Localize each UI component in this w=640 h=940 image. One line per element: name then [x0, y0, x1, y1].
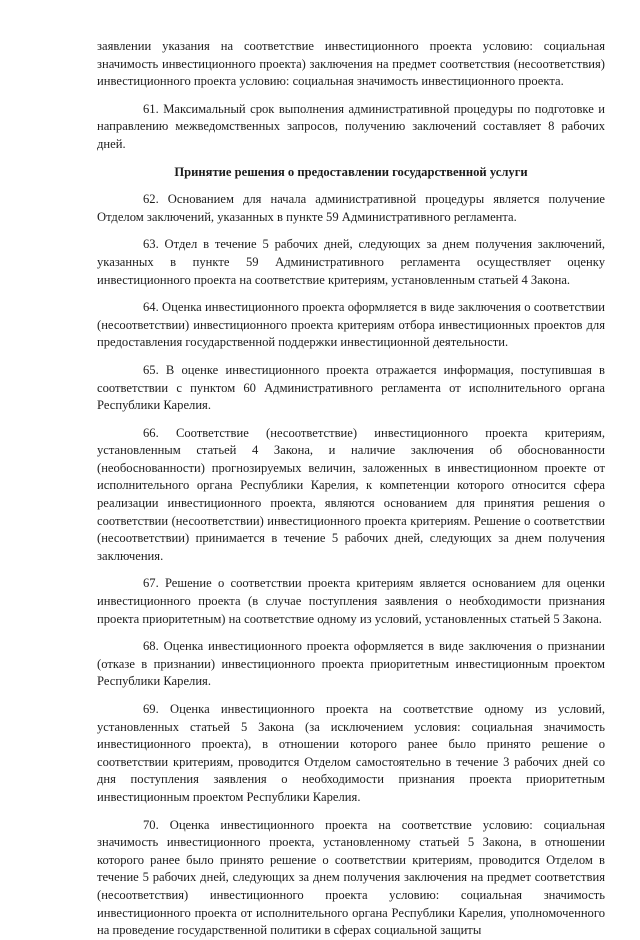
- paragraph-60-continuation: заявлении указания на соответствие инвестиционного проекта условию: социальная значимость инвестиционного проекта) заключения на предмет соответствия (несоответствия) инвестиционного проекта условию: социальная значимость инвестиционного проекта.: [97, 39, 605, 89]
- paragraph-63: 63. Отдел в течение 5 рабочих дней, следующих за днем получения заключений, указанных в пункте 59 Административного регламента осуществляет оценку инвестиционного проекта на соответствие критериям, установленным статьей 4 Закона.: [97, 237, 605, 287]
- paragraph-64: 64. Оценка инвестиционного проекта оформляется в виде заключения о соответствии (несоответствии) инвестиционного проекта критериям отбора инвестиционных проектов для предоставления государственной поддержки инвестиционной деятельности.: [97, 300, 605, 350]
- paragraph-67: 67. Решение о соответствии проекта критериям является основанием для оценки инвестиционного проекта (в случае поступления заявления о необходимости признания проекта приоритетным) на соответствие одному из условий, установленных статьей 5 Закона.: [97, 576, 605, 626]
- paragraph-69: 69. Оценка инвестиционного проекта на соответствие одному из условий, установленных статьей 5 Закона (за исключением условия: социальная значимость инвестиционного проекта), в отношении которого ранее было принято решение о соответствии критериям, проводится Отделом самостоятельно в течение 3 рабочих дней со дня поступления заявления о необходимости признания проекта приоритетным инвестиционным проектом Республики Карелия.: [97, 702, 605, 804]
- section-heading: Принятие решения о предоставлении государственной услуги: [174, 164, 528, 179]
- paragraph-65: 65. В оценке инвестиционного проекта отражается информация, поступившая в соответствии с пунктом 60 Административного регламента от исполнительного органа Республики Карелия.: [97, 362, 605, 413]
- paragraph-61: 61. Максимальный срок выполнения административной процедуры по подготовке и направлению межведомственных запросов, получению заключений составляет 8 рабочих дней.: [97, 101, 605, 151]
- paragraph-68: 68. Оценка инвестиционного проекта оформляется в виде заключения о признании (отказе в признании) инвестиционного проекта приоритетным инвестиционным проектом Республики Карелия.: [97, 639, 605, 689]
- paragraph-62: 62. Основанием для начала административной процедуры является получение Отделом заключений, указанных в пункте 59 Административного регламента.: [97, 192, 605, 224]
- paragraph-66: 66. Соответствие (несоответствие) инвестиционного проекта критериям, установленным статьей 4 Закона, и наличие заключения об обоснованности (необоснованности) прогнозируемых величин, заложенных в инвестиционном проекте от исполнительного органа Республики Карелия, к компетенции которого относится сфера реализации инвестиционного проекта, являются основанием для принятия решения о соответствии (несоответствии) инвестиционного проекта критериям. Решение о соответствии (несоответствии) принимается в течение 5 рабочих дней, следующих за днем получения заключения.: [97, 425, 605, 563]
- paragraph-70: 70. Оценка инвестиционного проекта на соответствие условию: социальная значимость инвестиционного проекта, установленному статьей 5 Закона, в отношении которого ранее было принято решение о соответствии критериям, проводится Отделом в течение 5 рабочих дней, следующих за днем получения заключения на предмет соответствия (несоответствия) инвестиционного проекта условию: социальная значимость инвестиционного проекта от исполнительного органа Республики Карелия, уполномоченного на проведение государственной политики в сферах социальной защиты: [97, 817, 605, 938]
- document-page: [97, 38, 605, 940]
